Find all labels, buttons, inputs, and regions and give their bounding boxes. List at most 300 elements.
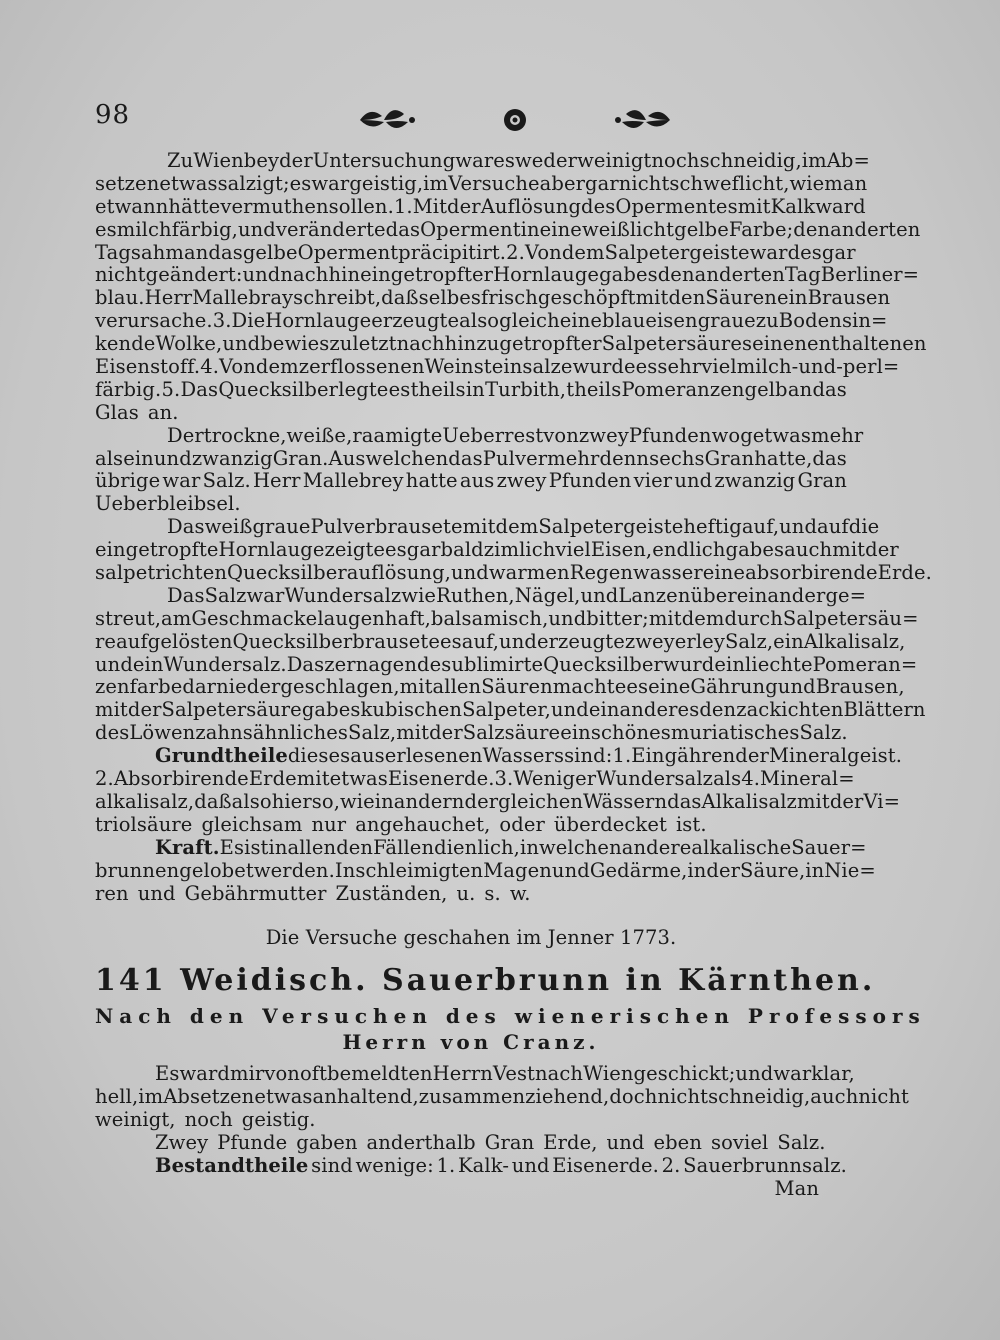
- word: zerflossenen: [298, 355, 425, 379]
- word: Ein: [631, 744, 665, 768]
- word: nur: [311, 812, 347, 836]
- word: war: [162, 469, 201, 493]
- word: Salpetersäu=: [782, 606, 919, 630]
- word: Gedärme,: [589, 858, 688, 882]
- word: auf,: [461, 629, 500, 653]
- word: mit: [399, 675, 433, 699]
- word: schreibt,: [293, 286, 382, 310]
- word: das: [208, 240, 243, 264]
- word: hatte,: [754, 446, 813, 470]
- word: und: [548, 606, 587, 630]
- paragraph-salt: [95, 583, 926, 745]
- word: Ruthen,: [436, 583, 515, 607]
- word: es: [626, 675, 649, 699]
- word: sehr: [657, 355, 702, 379]
- word: verursache.: [95, 309, 213, 333]
- word: zwanzig: [714, 469, 796, 493]
- word: sin=: [841, 309, 888, 333]
- word: der: [127, 698, 162, 722]
- word: etwas: [159, 171, 218, 195]
- word: Erde: [248, 767, 297, 791]
- word: weinigt: [577, 149, 652, 172]
- word: alkalische: [691, 835, 792, 859]
- word: andern: [393, 789, 465, 813]
- word: viel: [701, 355, 737, 379]
- word: eine: [539, 217, 582, 241]
- word: Vi=: [863, 789, 901, 813]
- word: Turbith,: [485, 377, 567, 401]
- word: der: [279, 149, 313, 172]
- word: Pfunden: [628, 423, 712, 447]
- word: Wien: [193, 149, 244, 172]
- word: mit: [635, 286, 669, 310]
- word: auch: [784, 538, 833, 562]
- word: ähnliches: [252, 721, 349, 745]
- word: hineingetropfter: [328, 263, 494, 287]
- word: zuletzt: [329, 332, 397, 356]
- section-title: 141 Weidisch. Sauerbrunn in Kärnthen.: [95, 963, 876, 999]
- word: in: [520, 217, 540, 241]
- word: im: [423, 171, 449, 195]
- word: alkalisalz,: [95, 789, 195, 813]
- word: ward: [179, 1062, 230, 1086]
- word: machte: [552, 675, 627, 699]
- word: ein: [132, 652, 164, 676]
- word: absorbirende: [745, 561, 878, 585]
- word: Pulver: [482, 446, 548, 470]
- word: etwas: [329, 767, 388, 791]
- text-line: [95, 263, 920, 287]
- word: ge=: [825, 583, 867, 607]
- date-line-text: Die Versuche geschahen im Jenner 1773.: [265, 926, 677, 950]
- text-line: [95, 493, 847, 516]
- word: andere: [621, 835, 692, 859]
- word: anderten: [830, 217, 921, 241]
- word: Salz.: [202, 469, 251, 493]
- word: den: [699, 698, 737, 722]
- word: als: [95, 446, 124, 470]
- word: daß: [194, 789, 232, 813]
- word: Herrn: [432, 1062, 493, 1086]
- word: auch: [810, 1085, 859, 1109]
- word: frischgeschöpft: [481, 286, 636, 310]
- word: und: [237, 217, 276, 241]
- word: 4.: [741, 767, 761, 791]
- word: war: [311, 171, 350, 195]
- word: brausete: [374, 515, 463, 539]
- word: gab: [301, 698, 339, 722]
- word: mit: [832, 538, 866, 562]
- text-line: [95, 240, 856, 265]
- word: Regenwasser: [569, 561, 703, 585]
- text-line: [95, 149, 870, 173]
- word: Ueberrest: [442, 423, 544, 447]
- word: Pulver: [310, 515, 375, 539]
- word: Die: [231, 309, 266, 333]
- word: ward: [749, 240, 801, 264]
- word: Eisen,: [590, 538, 653, 562]
- word: Es: [155, 1062, 180, 1086]
- word: Pfunden: [548, 469, 632, 493]
- word: Absorbirende: [113, 767, 249, 791]
- word: in: [519, 835, 539, 859]
- text-line: [95, 675, 905, 699]
- word: der: [429, 721, 463, 745]
- word: gar: [821, 240, 856, 264]
- word: sind:: [564, 744, 613, 768]
- word: hatte: [405, 469, 458, 493]
- word: veränderte: [275, 217, 386, 241]
- word: bitter;: [586, 606, 649, 630]
- word: Nie=: [824, 858, 876, 882]
- word: in: [726, 652, 746, 676]
- paragraph-vienna-analysis: [95, 149, 927, 425]
- word: dem: [561, 240, 605, 264]
- word: weißlichtgelbe: [581, 217, 729, 241]
- word: Zwey: [155, 1130, 209, 1154]
- word: es: [388, 377, 411, 401]
- word: Absetzen: [163, 1085, 255, 1109]
- word: ist.: [675, 812, 707, 836]
- word: Aus: [328, 446, 366, 470]
- word: gleichsam: [201, 812, 303, 836]
- word: Säuren: [481, 675, 553, 699]
- word: präcipitirt.: [398, 240, 507, 264]
- word: brunnen: [95, 858, 180, 882]
- word: Wien: [583, 1062, 634, 1086]
- word: und: [95, 652, 133, 676]
- word: kende: [95, 332, 156, 356]
- text-line: [95, 814, 847, 837]
- word: dieses: [287, 744, 351, 768]
- word: es: [762, 538, 785, 562]
- word: Gährung: [690, 675, 778, 699]
- word: in: [374, 789, 394, 813]
- word: so,: [311, 789, 340, 813]
- word: Opermentes: [615, 194, 738, 218]
- word: Nägel,: [514, 583, 581, 607]
- word: geistig.: [241, 1107, 316, 1131]
- word: Mallebray: [192, 286, 294, 310]
- word: Das: [167, 515, 205, 539]
- word: u.: [456, 881, 476, 905]
- word: liechte: [745, 652, 813, 676]
- word: es: [635, 263, 658, 287]
- word: seinen: [741, 332, 808, 356]
- word: nach: [535, 1062, 584, 1086]
- word: eine: [702, 561, 746, 585]
- word: Salz: [204, 583, 247, 607]
- word: es: [338, 698, 361, 722]
- word: zernagende: [324, 652, 442, 676]
- word: wurde: [572, 355, 636, 379]
- word: hier: [271, 789, 312, 813]
- word: Wundersalz: [596, 767, 714, 791]
- text-line: [95, 355, 900, 379]
- word: es: [289, 171, 312, 195]
- word: das: [667, 789, 702, 813]
- word: viel: [555, 538, 591, 562]
- word: auf: [817, 515, 849, 539]
- word: färbig.: [95, 377, 162, 401]
- word: Löwenzahns: [129, 721, 253, 745]
- word: an: [787, 377, 813, 401]
- word: kubischen: [360, 698, 463, 722]
- word: zenfarbe: [95, 675, 183, 699]
- word: weinigt,: [95, 1107, 176, 1131]
- word: Mallebrey: [302, 469, 404, 493]
- word: Wassers: [482, 744, 565, 768]
- word: raamigte: [352, 423, 443, 447]
- word: Wässern: [583, 789, 668, 813]
- word: und: [137, 881, 176, 905]
- word: Kalk-: [458, 1153, 510, 1177]
- word: bald: [440, 538, 484, 562]
- word: weder: [515, 149, 578, 172]
- word: laugenhaft,: [317, 606, 431, 630]
- word: s.: [484, 881, 501, 905]
- word: übrige: [95, 469, 161, 493]
- word: vier: [633, 469, 673, 493]
- word: an.: [147, 400, 179, 424]
- word: im: [138, 1085, 164, 1109]
- section-subtitle-name: Herrn von Cranz.: [342, 1030, 600, 1055]
- word: Hornlauge: [493, 263, 600, 287]
- word: ein: [123, 446, 154, 470]
- word: übereinander: [690, 583, 826, 607]
- word: Alkalisalz,: [803, 629, 906, 653]
- word: mehr: [811, 423, 864, 447]
- word: eben: [653, 1130, 702, 1154]
- word: es: [95, 217, 117, 241]
- word: triolsäure: [95, 812, 193, 836]
- word: und: [551, 858, 590, 882]
- word: mit: [95, 698, 128, 722]
- word: heftig: [683, 515, 742, 539]
- word: überdecket: [553, 812, 667, 836]
- word: der: [865, 538, 899, 562]
- word: alsogleich: [459, 309, 560, 333]
- word: milchfärbig,: [116, 217, 238, 241]
- paragraph-residue: [95, 423, 864, 517]
- word: Erde.: [877, 561, 932, 585]
- word: Ueberbleibsel.: [95, 492, 241, 516]
- word: ist: [244, 835, 269, 859]
- word: im: [801, 149, 827, 172]
- word: Salz.: [777, 1130, 826, 1154]
- word: und: [674, 469, 713, 493]
- floral-ornament-icon: [350, 100, 680, 140]
- word: Wundersalz: [284, 583, 402, 607]
- word: sah: [130, 240, 166, 264]
- text-line: [95, 1155, 847, 1178]
- word: legte: [338, 377, 389, 401]
- word: In: [334, 858, 356, 882]
- word: wenige:: [355, 1153, 434, 1177]
- word: mehr: [547, 446, 600, 470]
- word: den: [668, 286, 706, 310]
- word: es: [800, 240, 822, 264]
- word: re: [95, 629, 117, 653]
- word: und: [511, 1153, 550, 1177]
- word: dem: [255, 355, 299, 379]
- word: es: [439, 629, 462, 653]
- text-line: [95, 448, 847, 471]
- word: Operment: [420, 217, 521, 241]
- word: aufgelösten: [116, 629, 233, 653]
- word: und: [735, 1062, 774, 1086]
- word: es: [385, 538, 407, 562]
- word: mir: [229, 1062, 265, 1086]
- word: milch-: [736, 355, 799, 379]
- text-line: [95, 652, 918, 677]
- text-line: [95, 722, 847, 745]
- word: nicht: [95, 263, 146, 287]
- word: eine: [648, 675, 691, 699]
- word: dienlich,: [434, 835, 520, 859]
- word: gar: [406, 538, 441, 562]
- word: eine: [559, 309, 603, 333]
- word: Salz,: [348, 721, 397, 745]
- word: gab: [599, 263, 636, 287]
- word: angehauchet,: [355, 812, 491, 836]
- word: Hornlauge: [218, 538, 325, 562]
- word: aber: [539, 171, 586, 195]
- word: sind: [311, 1153, 353, 1177]
- word: salpetrichten: [95, 561, 228, 585]
- word: bewies: [260, 332, 330, 356]
- word: und: [153, 446, 192, 470]
- word: den: [657, 263, 695, 287]
- word: etwas: [254, 1085, 313, 1109]
- word: am: [161, 606, 192, 630]
- word: ein: [773, 629, 804, 653]
- word: man: [824, 171, 868, 195]
- word: daß: [381, 286, 419, 310]
- word: und: [242, 263, 281, 287]
- word: 1.: [436, 1153, 456, 1177]
- word: Auflösung: [480, 194, 582, 218]
- text-line: [95, 538, 899, 562]
- word: Fällen: [373, 835, 435, 859]
- word: 5.: [161, 377, 181, 401]
- word: Quecksilberauflösung,: [227, 561, 451, 585]
- word: Das: [180, 377, 219, 401]
- word: Brausen,: [815, 675, 905, 699]
- word: anhaltend,: [312, 1085, 419, 1109]
- text-line: [95, 767, 855, 791]
- word: sechs: [649, 446, 705, 470]
- word: -perl=: [836, 355, 900, 379]
- word: gab: [725, 538, 763, 562]
- word: Mineralgeist.: [768, 744, 903, 768]
- word: Bestandtheile: [155, 1153, 309, 1177]
- word: anderthalb: [366, 1130, 476, 1154]
- word: geändert:: [145, 263, 243, 287]
- word: wie: [401, 583, 437, 607]
- word: und: [777, 675, 816, 699]
- word: und: [606, 1130, 645, 1154]
- word: zweyerley: [624, 629, 725, 653]
- word: vermuthen: [220, 194, 329, 218]
- word: schneidig,: [708, 1085, 811, 1109]
- word: nach: [396, 332, 445, 356]
- text-line: [95, 744, 903, 768]
- word: etwann: [95, 194, 169, 218]
- word: wie: [340, 789, 375, 813]
- word: in: [268, 835, 288, 859]
- word: und: [222, 332, 261, 356]
- catchword: [95, 1178, 847, 1201]
- word: gaben: [296, 1130, 358, 1154]
- word: 2.: [506, 240, 525, 264]
- text-line: [95, 1062, 855, 1086]
- word: nach: [280, 263, 329, 287]
- word: auf,: [741, 515, 780, 539]
- text-line: [95, 286, 891, 310]
- word: es: [635, 355, 658, 379]
- word: nicht: [858, 1085, 909, 1109]
- word: denn: [599, 446, 650, 470]
- word: nicht: [657, 1085, 709, 1109]
- word: Salpetersäure: [601, 332, 742, 356]
- word: mit: [296, 767, 330, 791]
- word: Mit: [412, 194, 448, 218]
- text-line: [95, 171, 868, 196]
- text-line: [95, 309, 888, 333]
- word: Pomeranzengelb: [621, 377, 788, 401]
- word: und: [450, 561, 489, 585]
- word: Herr: [252, 469, 301, 493]
- word: Zuständen,: [335, 881, 448, 905]
- word: schweflicht,: [669, 171, 790, 195]
- word: Gran: [797, 469, 847, 493]
- word: Salpetergeiste: [604, 240, 750, 264]
- word: ein: [560, 721, 591, 745]
- word: mit: [462, 515, 496, 539]
- word: klar,: [811, 1062, 855, 1086]
- word: soviel: [710, 1130, 769, 1154]
- word: aus: [459, 469, 495, 493]
- word: hätte: [168, 194, 221, 218]
- word: des: [581, 194, 616, 218]
- word: Alkalisalz: [701, 789, 797, 813]
- word: in: [687, 858, 707, 882]
- word: Berliner=: [820, 263, 920, 287]
- word: Operment: [297, 240, 399, 264]
- text-line: [95, 583, 867, 608]
- word: setzen: [95, 171, 160, 195]
- word: Quecksilber: [218, 377, 339, 401]
- word: Wundersalz.: [163, 652, 287, 676]
- word: wog: [711, 423, 753, 447]
- word: den: [336, 835, 374, 859]
- word: Salz,: [724, 629, 774, 653]
- word: 4.: [200, 355, 220, 379]
- word: werden.: [253, 858, 335, 882]
- text-line: [95, 561, 932, 585]
- word: endlich: [652, 538, 726, 562]
- word: gelobet: [179, 858, 254, 882]
- word: dem: [681, 606, 725, 630]
- text-line: [95, 789, 901, 814]
- word: selbes: [418, 286, 482, 310]
- word: Das: [167, 583, 205, 607]
- word: etwas: [752, 423, 811, 447]
- word: warmen: [488, 561, 570, 585]
- word: Salpetergeiste: [538, 515, 684, 539]
- word: mit: [796, 789, 830, 813]
